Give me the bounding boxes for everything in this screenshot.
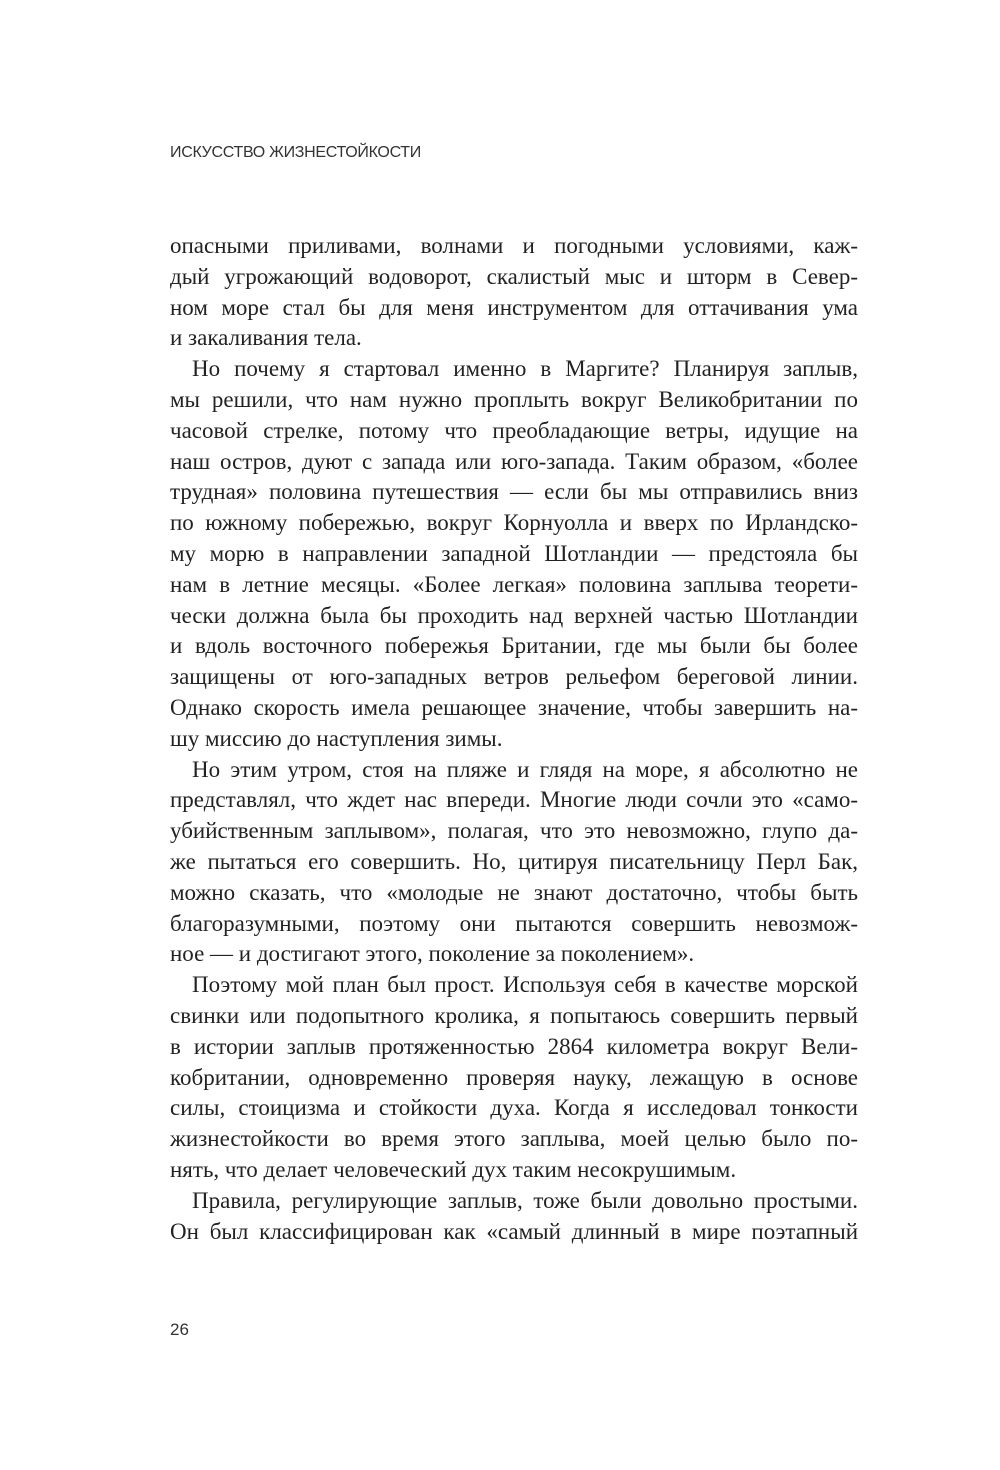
text-line: и закаливания тела. (170, 325, 362, 351)
text-line: по южному побережью, вокруг Корнуолла и вверх по Ирландско- (170, 510, 858, 536)
body-text (170, 231, 858, 1247)
text-line: нам в летние месяцы. «Более легкая» половина заплыва теорети- (170, 571, 858, 597)
page-number: 26 (170, 1320, 189, 1339)
text-line: и вдоль восточного побережья Британии, где мы были бы более (170, 633, 858, 659)
text-line: наш остров, дуют с запада или юго-запада. Таким образом, «более (170, 448, 858, 474)
text-line: Он был классифицирован как «самый длинный в мире поэтапный (170, 1218, 858, 1244)
text-line: убийственным заплывом», полагая, что это невозможно, глупо да- (170, 818, 858, 844)
text-line: силы, стоицизма и стойкости духа. Когда я исследовал тонкости (170, 1095, 858, 1121)
text-line: опасными приливами, волнами и погодными условиями, каж- (170, 233, 858, 258)
text-line: же пытаться его совершить. Но, цитируя писательницу Перл Бак, (170, 848, 858, 874)
text-line: жизнестойкости во время этого заплыва, моей целью было по- (170, 1126, 858, 1152)
text-line: ном море стал бы для меня инструментом для оттачивания ума (170, 294, 858, 320)
text-line: трудная» половина путешествия — если бы мы отправились вниз (170, 479, 858, 505)
running-head: ИСКУССТВО ЖИЗНЕСТОЙКОСТИ (170, 144, 421, 161)
text-line: часовой стрелке, потому что преобладающие ветры, идущие на (170, 417, 858, 443)
text-line: защищены от юго-западных ветров рельефом береговой линии. (170, 664, 858, 690)
text-line: дый угрожающий водоворот, скалистый мыс и шторм в Север- (170, 263, 858, 289)
text-line: представлял, что ждет нас впереди. Многие люди сочли это «само- (170, 787, 858, 813)
text-line: в истории заплыв протяженностью 2864 километра вокруг Вели- (170, 1033, 858, 1059)
text-line: Правила, регулирующие заплыв, тоже были довольно простыми. (192, 1187, 858, 1213)
text-line: Однако скорость имела решающее значение, чтобы завершить на- (170, 694, 858, 720)
text-line: шу миссию до наступления зимы. (170, 725, 503, 751)
text-line: благоразумными, поэтому они пытаются совершить невозмож- (170, 910, 858, 936)
text-line: можно сказать, что «молодые не знают достаточно, чтобы быть (170, 879, 858, 905)
text-line: нять, что делает человеческий дух таким несокрушимым. (170, 1156, 737, 1182)
text-line: Но этим утром, стоя на пляже и глядя на море, я абсолютно не (192, 756, 858, 782)
text-line: Поэтому мой план был прост. Используя себя в качестве морской (192, 972, 858, 998)
text-line: Но почему я стартовал именно в Маргите? Планируя заплыв, (192, 356, 858, 382)
text-line: кобритании, одновременно проверяя науку, лежащую в основе (170, 1064, 858, 1090)
text-line: му морю в направлении западной Шотландии — предстояла бы (170, 540, 858, 566)
text-line: чески должна была бы проходить над верхней частью Шотландии (170, 602, 858, 628)
text-line: мы решили, что нам нужно проплыть вокруг Великобритании по (170, 386, 858, 412)
text-line: ное — и достигают этого, поколение за поколением». (170, 941, 695, 967)
text-line: свинки или подопытного кролика, я попытаюсь совершить первый (170, 1002, 858, 1028)
